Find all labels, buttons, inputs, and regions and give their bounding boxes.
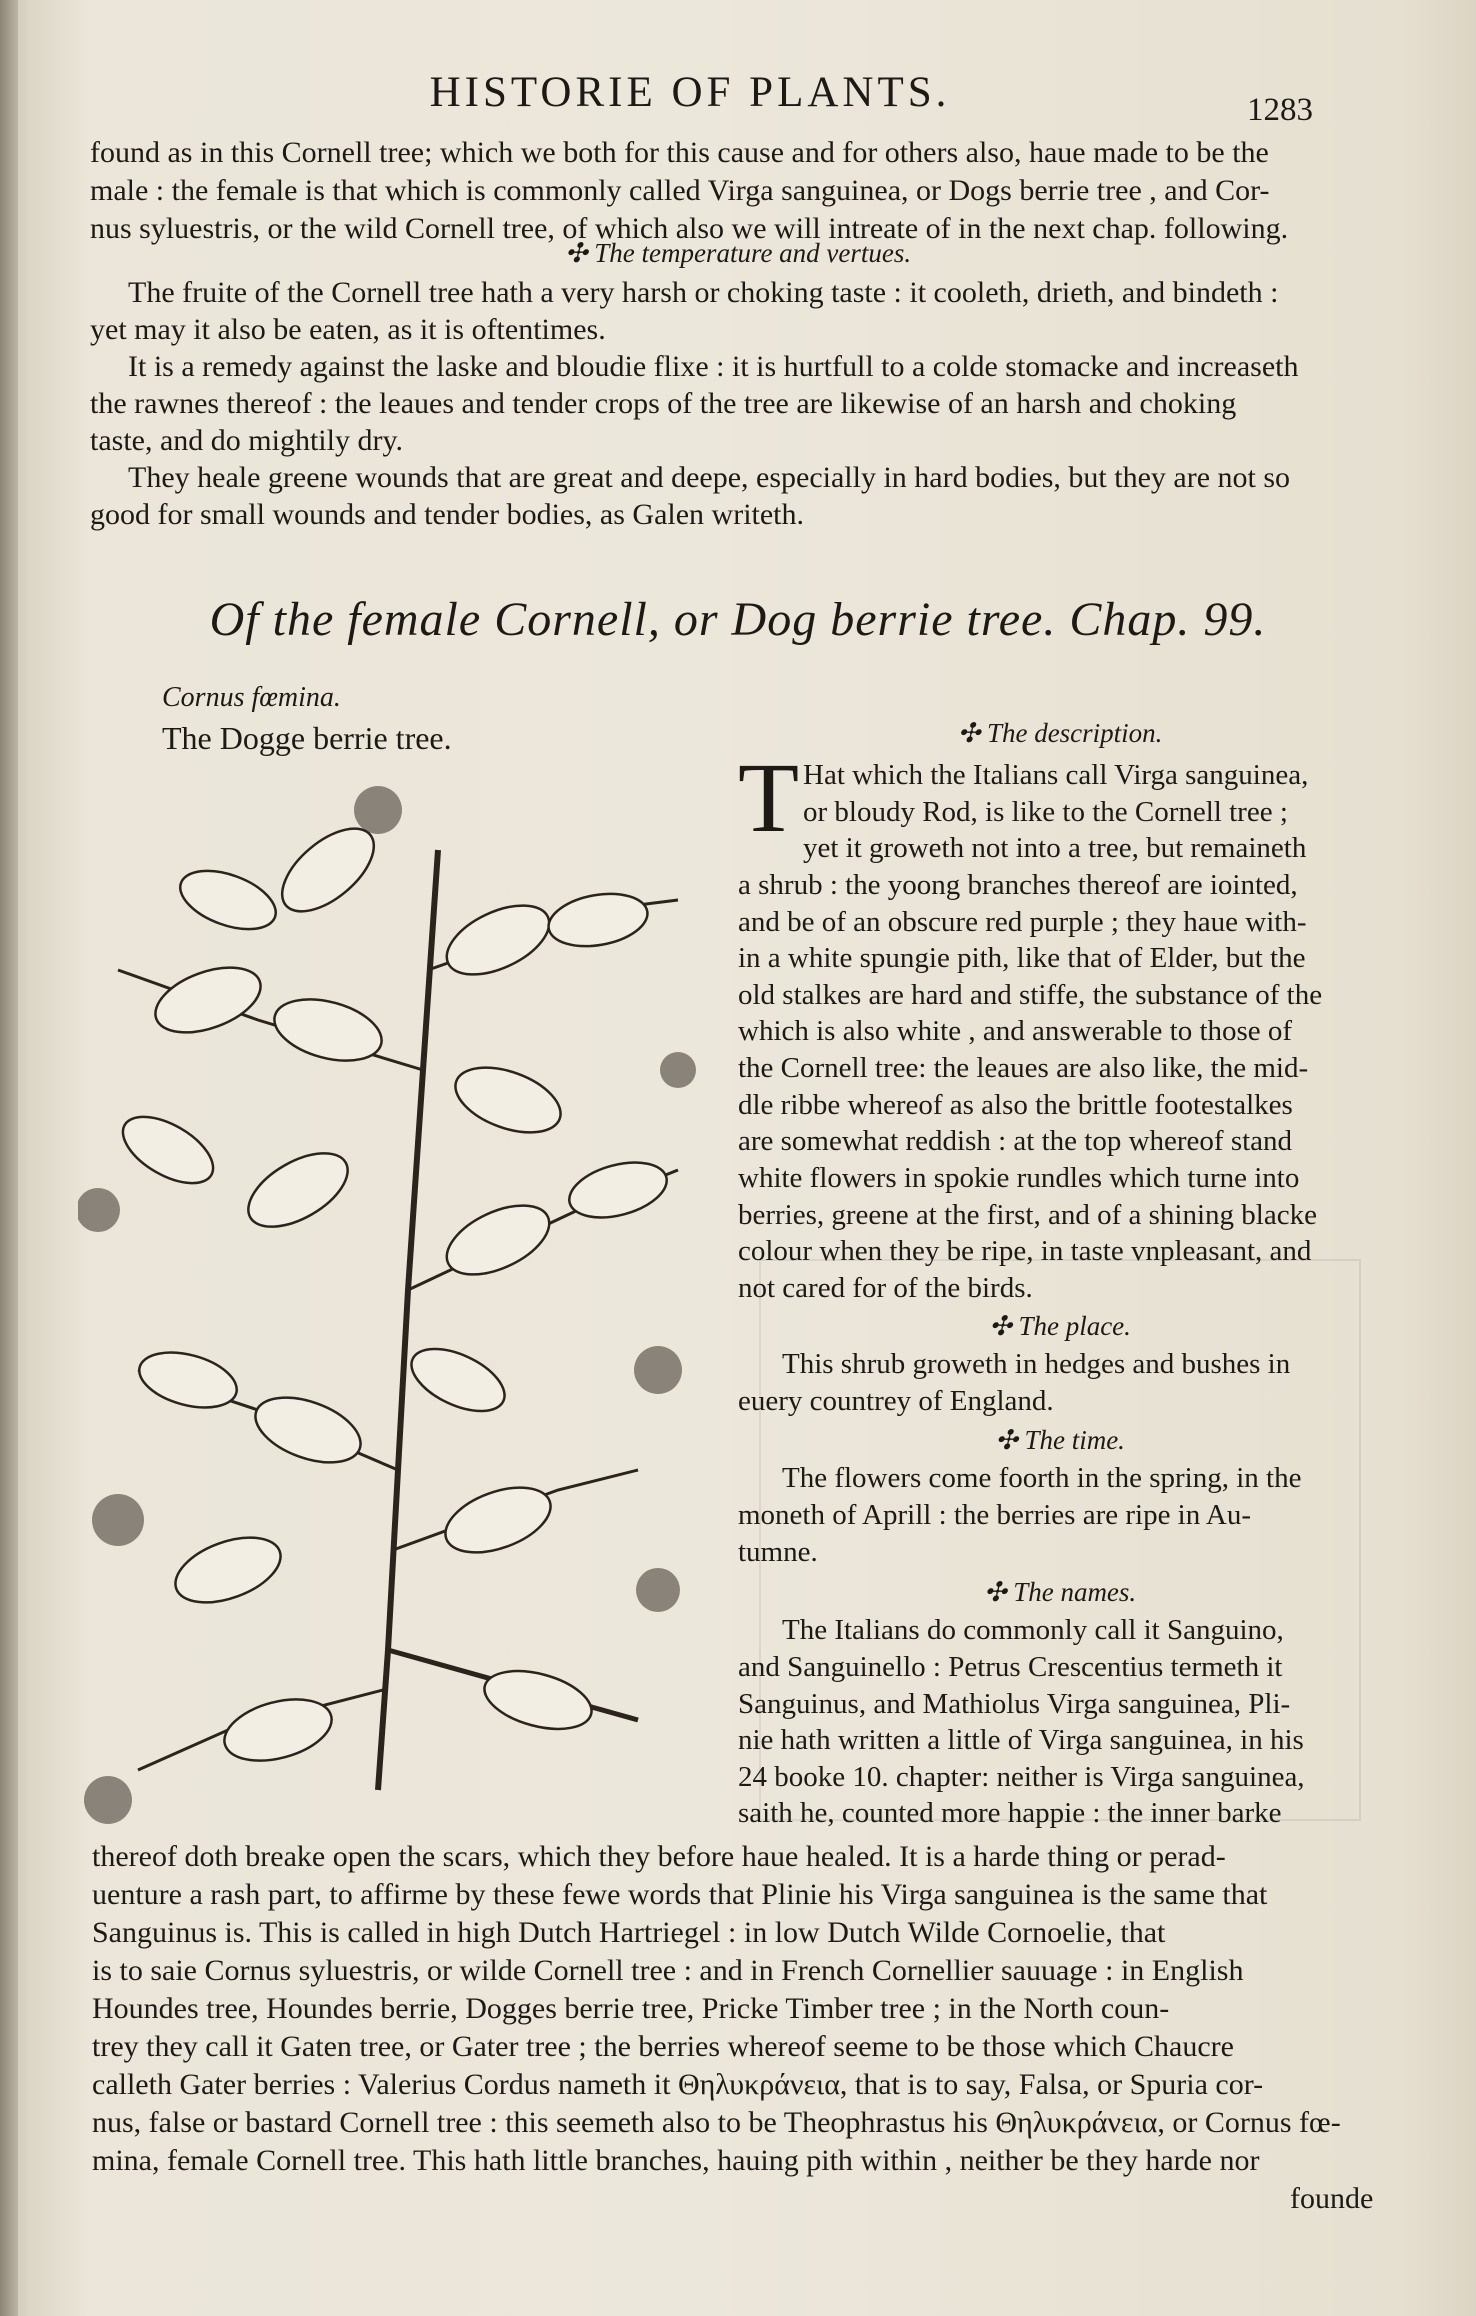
text-line: nie hath written a little of Virga sanguinea, in his	[738, 1724, 1304, 1756]
text-line: 24 booke 10. chapter: neither is Virga sanguinea,	[738, 1761, 1305, 1793]
section-heading-time: ✣ The time.	[995, 1425, 1125, 1455]
text-line: They heale greene wounds that are great and deepe, especially in hard bodies, but they are not so	[128, 461, 1291, 494]
text-line: which is also white , and answerable to those of	[738, 1015, 1293, 1047]
text-line: Sanguinus is. This is called in high Dutch Hartriegel : in low Dutch Wilde Cornoelie, that	[92, 1916, 1166, 1949]
text-line: It is a remedy against the laske and bloudie flixe : it is hurtfull to a colde stomacke and increaseth	[128, 350, 1299, 383]
running-title: HISTORIE OF PLANTS.	[429, 69, 951, 116]
text-line: trey they call it Gaten tree, or Gater tree ; the berries whereof seeme to be those which Chaucre	[92, 2030, 1234, 2063]
text-line: old stalkes are hard and stiffe, the substance of the	[738, 979, 1323, 1011]
page-gutter-shadow	[0, 0, 18, 2316]
text-line: uenture a rash part, to affirme by these fewe words that Plinie his Virga sanguinea is the same that	[92, 1878, 1268, 1911]
fleuron-icon: ✣	[957, 718, 987, 748]
text-line: This shrub groweth in hedges and bushes in	[782, 1348, 1291, 1380]
text-line: The flowers come foorth in the spring, in the	[782, 1462, 1302, 1494]
text-line: berries, greene at the first, and of a shining blacke	[738, 1199, 1317, 1231]
fleuron-icon: ✣	[564, 238, 595, 268]
text-line: mina, female Cornell tree. This hath little branches, hauing pith within , neither be they harde nor	[92, 2144, 1260, 2177]
text-line: euery countrey of England.	[738, 1385, 1054, 1417]
text-line: Houndes tree, Houndes berrie, Dogges berrie tree, Pricke Timber tree ; in the North coun-	[92, 1992, 1170, 2025]
fleuron-icon: ✣	[983, 1577, 1014, 1607]
text-line: good for small wounds and tender bodies, as Galen writeth.	[90, 498, 805, 531]
text-line: male : the female is that which is commonly called Virga sanguinea, or Dogs berrie tree , and Cor-	[90, 174, 1270, 207]
section-heading-place: ✣ The place.	[989, 1311, 1131, 1341]
text-line: thereof doth breake open the scars, which they before haue healed. It is a harde thing or perad-	[92, 1840, 1226, 1873]
text-line: Sanguinus, and Mathiolus Virga sanguinea, Pli-	[738, 1688, 1291, 1720]
page-number: 1283	[1247, 92, 1313, 128]
text-line: found as in this Cornell tree; which we both for this cause and for others also, haue made to be the	[90, 136, 1269, 169]
catchword: founde	[1290, 2182, 1374, 2215]
figure-caption	[162, 682, 452, 757]
text-line: yet may it also be eaten, as it is oftentimes.	[90, 313, 606, 346]
text-line: moneth of Aprill : the berries are ripe in Au-	[738, 1499, 1251, 1531]
text-line: or bloudy Rod, is like to the Cornell tree ;	[803, 796, 1288, 828]
running-header	[0, 68, 1476, 128]
text-line: calleth Gater berries : Valerius Cordus nameth it Θηλυκράνεια, that is to say, Falsa, or Spuria cor-	[92, 2068, 1264, 2101]
text-line: the Cornell tree: the leaues are also like, the mid-	[738, 1052, 1309, 1084]
text-line: The Italians do commonly call it Sanguino,	[782, 1614, 1284, 1646]
fleuron-icon: ✣	[989, 1311, 1019, 1341]
text-line: a shrub : the yoong branches thereof are iointed,	[738, 869, 1298, 901]
text-line: Hat which the Italians call Virga sanguinea,	[803, 759, 1309, 791]
text-line: in a white spungie pith, like that of Elder, but the	[738, 942, 1306, 974]
fleuron-icon: ✣	[995, 1425, 1025, 1455]
text-line: not cared for of the birds.	[738, 1272, 1033, 1304]
chapter-title: Of the female Cornell, or Dog berrie tree. Chap. 99.	[209, 593, 1267, 646]
drop-capital: T	[738, 742, 800, 853]
text-line: nus syluestris, or the wild Cornell tree, of which also we will intreate of in the next chap. following.	[90, 212, 1289, 245]
text-line: are somewhat reddish : at the top whereof stand	[738, 1125, 1293, 1157]
text-line: The fruite of the Cornell tree hath a very harsh or choking taste : it cooleth, drieth, and bindeth :	[128, 276, 1279, 309]
text-line: nus, false or bastard Cornell tree : this seemeth also to be Theophrastus his Θηλυκράνεια, or Cornus fœ-	[92, 2106, 1341, 2139]
figure-caption-english: The Dogge berrie tree.	[162, 720, 452, 756]
section-heading-names: ✣ The names.	[983, 1577, 1137, 1607]
text-line: the rawnes thereof : the leaues and tender crops of the tree are likewise of an harsh and choking	[90, 387, 1237, 420]
text-line: colour when they be ripe, in taste vnpleasant, and	[738, 1235, 1312, 1267]
text-line: yet it groweth not into a tree, but remaineth	[803, 832, 1307, 864]
text-line: and be of an obscure red purple ; they haue with-	[738, 906, 1307, 938]
text-line: and Sanguinello : Petrus Crescentius termeth it	[738, 1651, 1283, 1683]
text-line: saith he, counted more happie : the inner barke	[738, 1797, 1282, 1829]
section-heading-description: ✣ The description.	[957, 718, 1163, 748]
text-line: is to saie Cornus syluestris, or wilde Cornell tree : and in French Cornellier sauuage : in English	[92, 1954, 1244, 1987]
text-line: tumne.	[738, 1536, 818, 1568]
text-line: taste, and do mightily dry.	[90, 424, 404, 457]
text-line: white flowers in spokie rundles which turne into	[738, 1162, 1300, 1194]
section-heading-temperature: ✣ The temperature and vertues.	[564, 238, 912, 268]
figure-caption-latin: Cornus fœmina.	[162, 682, 341, 713]
text-line: dle ribbe whereof as also the brittle footestalkes	[738, 1089, 1293, 1121]
dogwood-woodcut-illustration	[78, 770, 698, 1840]
